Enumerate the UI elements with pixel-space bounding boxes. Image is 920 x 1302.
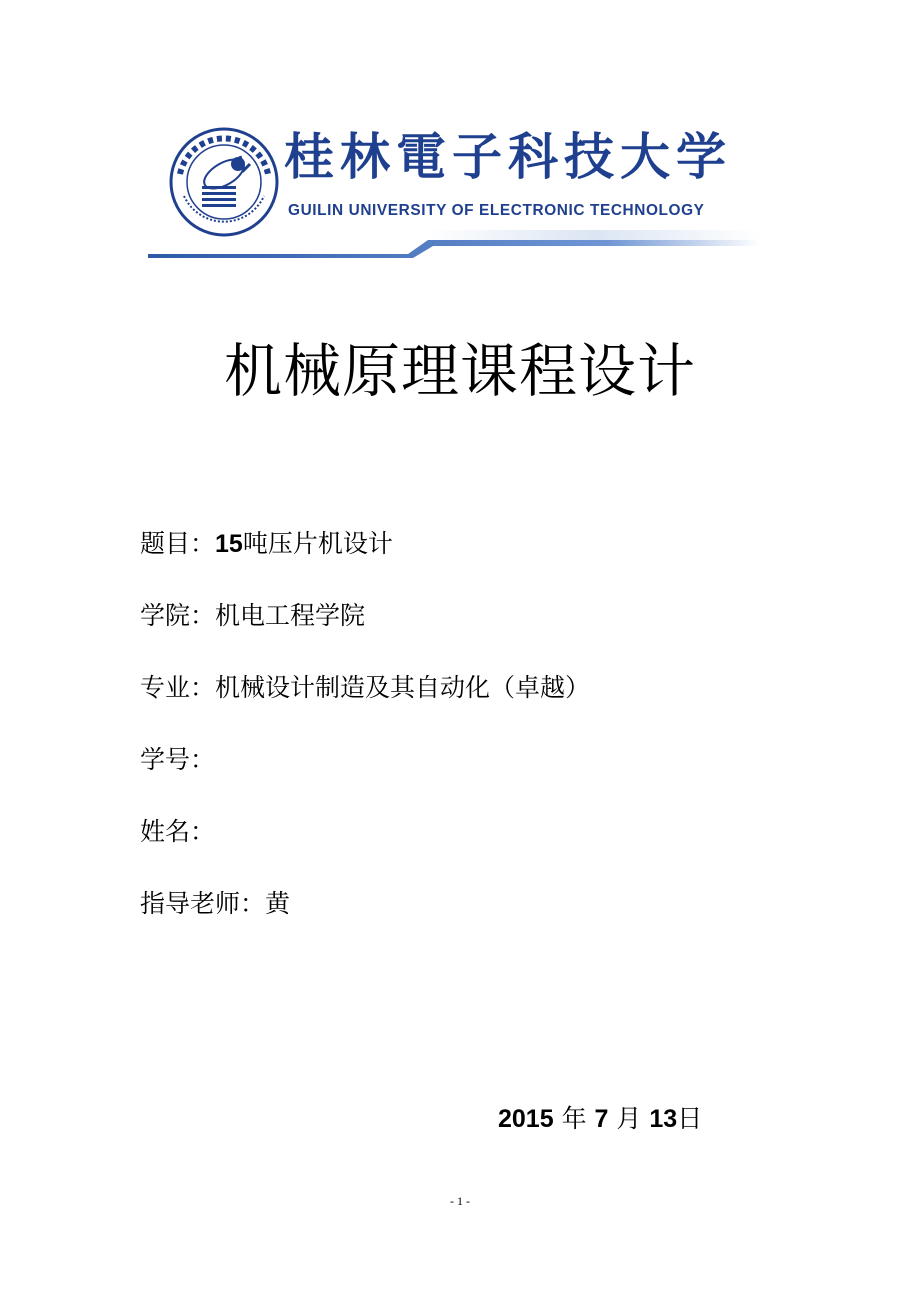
college-value: 机电工程学院	[215, 601, 366, 630]
document-date	[498, 1106, 702, 1132]
date-year: 2015	[498, 1105, 554, 1133]
university-name-cn: 桂林電子科技大学	[284, 127, 732, 186]
major-label: 专业：	[140, 673, 216, 702]
document-title: 机械原理课程设计	[223, 337, 696, 405]
date-year-unit: 年	[561, 1104, 587, 1133]
date-month: 7	[594, 1105, 609, 1133]
advisor-value: 黄	[265, 889, 291, 918]
advisor-field	[140, 891, 290, 916]
name-label: 姓名：	[140, 817, 216, 846]
topic-value: 吨压片机设计	[242, 529, 393, 558]
major-value: 机械设计制造及其自动化（卓越）	[215, 673, 591, 702]
student-id-label: 学号：	[140, 745, 216, 774]
major-field	[140, 675, 590, 700]
college-label: 学院：	[140, 601, 216, 630]
page-number: - 1 -	[450, 1194, 470, 1208]
topic-number: 15	[215, 530, 243, 558]
advisor-label: 指导老师：	[140, 889, 266, 918]
date-day-unit: 日	[677, 1104, 703, 1133]
university-seal-icon	[168, 126, 280, 238]
university-name-en: GUILIN UNIVERSITY OF ELECTRONIC TECHNOLOGY	[288, 202, 705, 219]
topic-field	[140, 531, 393, 557]
date-day: 13	[649, 1105, 678, 1133]
date-month-unit: 月	[616, 1104, 642, 1133]
student-id-field	[140, 747, 215, 772]
university-header	[148, 118, 760, 258]
topic-label: 题目：	[140, 529, 216, 558]
header-divider	[148, 228, 760, 258]
name-field	[140, 819, 215, 844]
college-field	[140, 603, 365, 628]
